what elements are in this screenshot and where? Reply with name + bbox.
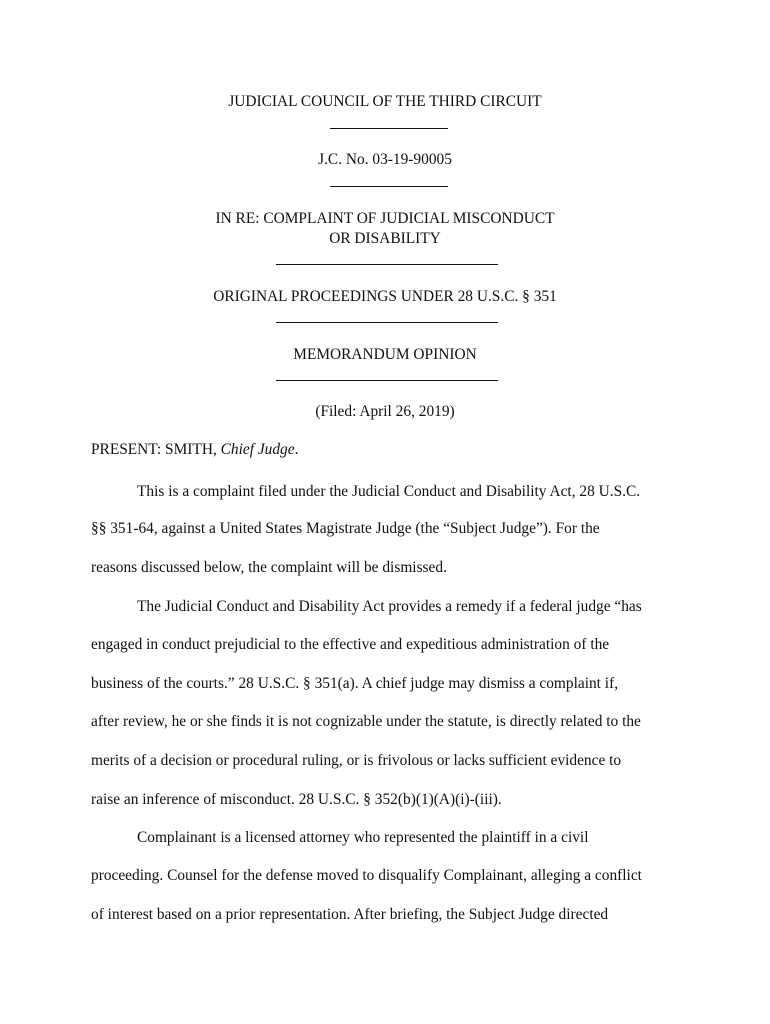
body-line: after review, he or she finds it is not cognizable under the statute, is directly related to the (91, 713, 641, 730)
case-number: J.C. No. 03-19-90005 (318, 151, 452, 168)
present-title: Chief Judge (220, 441, 295, 458)
court-heading: JUDICIAL COUNCIL OF THE THIRD CIRCUIT (228, 93, 542, 110)
case-number-rule (330, 186, 448, 187)
document-type-rule (276, 380, 498, 381)
proceedings-line: ORIGINAL PROCEEDINGS UNDER 28 U.S.C. § 351 (213, 288, 557, 305)
caption-line-2: OR DISABILITY (329, 230, 441, 247)
body-line: reasons discussed below, the complaint will be dismissed. (91, 559, 447, 576)
present-line (91, 441, 298, 459)
body-line: business of the courts.” 28 U.S.C. § 351(a). A chief judge may dismiss a complaint if, (91, 675, 619, 692)
body-line: merits of a decision or procedural ruling, or is frivolous or lacks sufficient evidence to (91, 752, 622, 769)
body-line: Complainant is a licensed attorney who represented the plaintiff in a civil (137, 829, 589, 846)
body-line: This is a complaint filed under the Judicial Conduct and Disability Act, 28 U.S.C. (137, 483, 641, 500)
caption-line-1: IN RE: COMPLAINT OF JUDICIAL MISCONDUCT (215, 210, 555, 227)
present-prefix: PRESENT: SMITH, (91, 441, 221, 458)
present-suffix: . (294, 441, 299, 458)
body-line: of interest based on a prior representation. After briefing, the Subject Judge directed (91, 906, 609, 923)
body-line: §§ 351-64, against a United States Magistrate Judge (the “Subject Judge”). For the (91, 520, 600, 537)
filed-date: (Filed: April 26, 2019) (315, 403, 455, 420)
body-line: proceeding. Counsel for the defense moved to disqualify Complainant, alleging a conflict (91, 867, 642, 884)
body-line: The Judicial Conduct and Disability Act provides a remedy if a federal judge “has (137, 598, 642, 615)
heading-rule (330, 128, 448, 129)
body-line: engaged in conduct prejudicial to the effective and expeditious administration of the (91, 636, 610, 653)
proceedings-rule (276, 322, 498, 323)
body-line: raise an inference of misconduct. 28 U.S.C. § 352(b)(1)(A)(i)-(iii). (91, 791, 502, 808)
caption-rule (276, 264, 498, 265)
document-type: MEMORANDUM OPINION (293, 346, 477, 363)
